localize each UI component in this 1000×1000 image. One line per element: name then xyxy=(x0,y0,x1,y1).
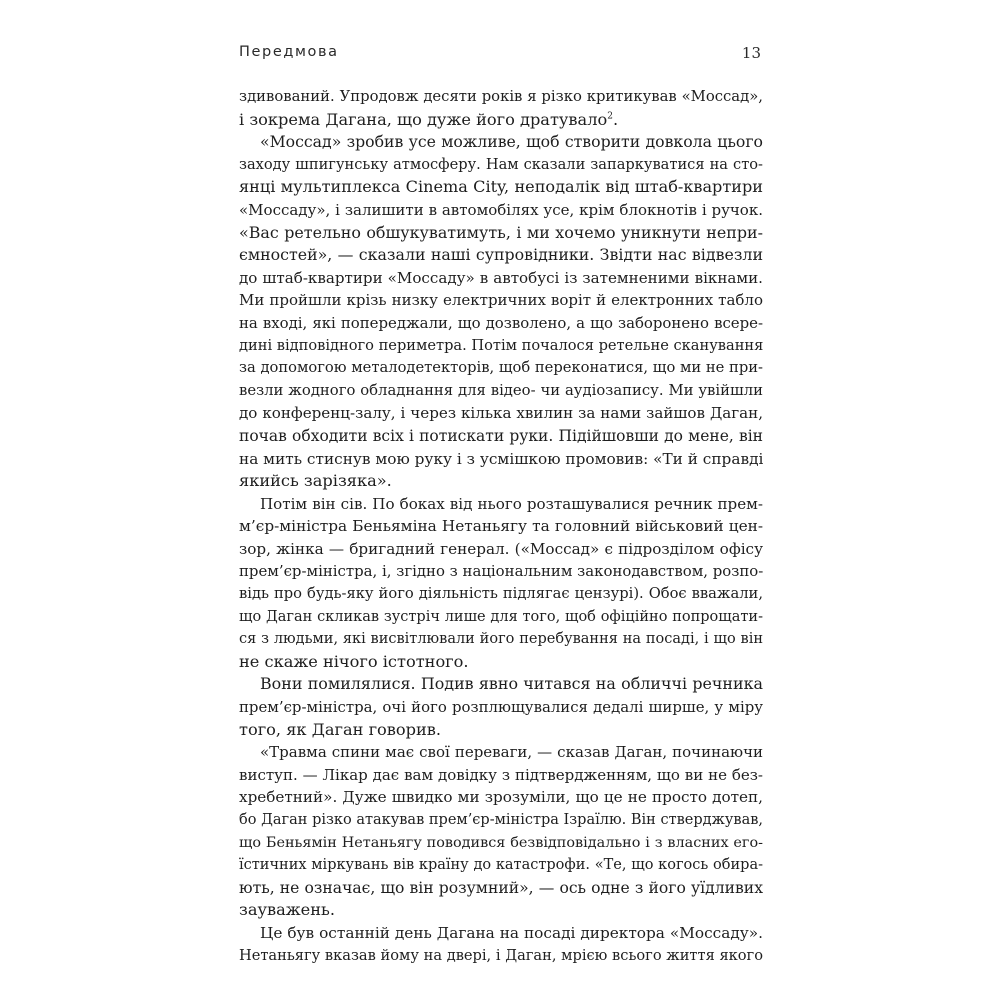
text-line xyxy=(239,154,763,177)
text-line xyxy=(239,222,763,245)
text-line-content: до штаб-квартири «Моссаду» в автобусі із затемненими вікнами. xyxy=(239,268,763,287)
text-line-content: на мить стиснув мою руку і з усмішкою промовив: «Ти й справді xyxy=(239,449,763,468)
text-line-content: не скаже нічого істотного. xyxy=(239,651,469,671)
text-line-content: «Моссад» зробив усе можливе, щоб створити довкола цього xyxy=(260,132,763,152)
text-line xyxy=(239,538,763,561)
text-line-content: на вході, які попереджали, що дозволено, а що заборонено всере- xyxy=(239,313,763,332)
text-line xyxy=(239,515,763,538)
text-line xyxy=(239,945,763,968)
text-line xyxy=(239,86,763,109)
text-line-content: їстичних міркувань вів країну до катастрофи. «Те, що когось обира- xyxy=(239,857,763,874)
text-line xyxy=(239,448,763,471)
text-line-content: Вони помилялися. Подив явно читався на обличчі речника xyxy=(260,674,763,694)
text-line xyxy=(239,899,763,922)
text-line xyxy=(239,651,763,674)
text-line-content: зауважень. xyxy=(239,900,335,920)
text-line xyxy=(239,289,763,312)
text-line xyxy=(239,832,763,855)
text-line-content: зор, жінка — бригадний генерал. («Моссад» є підрозділом офісу xyxy=(239,539,763,558)
text-line-content: що Даган скликав зустріч лише для того, щоб офіційно попрощати- xyxy=(239,608,763,625)
text-line xyxy=(239,560,763,583)
text-line-content: Потім він сів. По боках від нього розташувалися речник прем- xyxy=(260,494,763,513)
text-line-content: хребетний». Дуже швидко ми зрозуміли, що це не просто дотеп, xyxy=(239,788,763,807)
text-line-content: «Вас ретельно обшукуватимуть, і ми хочемо уникнути непри- xyxy=(239,222,763,242)
text-line xyxy=(239,628,763,651)
text-line xyxy=(239,312,763,335)
text-line xyxy=(239,244,763,267)
text-line xyxy=(239,425,763,448)
text-line-content: ємностей», — сказали наші супровідники. Звідти нас відвезли xyxy=(239,245,763,265)
text-line-content: заходу шпигунську атмосферу. Нам сказали запаркуватися на сто- xyxy=(239,155,763,173)
running-title: Передмова xyxy=(239,44,339,60)
text-line xyxy=(239,493,763,516)
text-line-tail: . xyxy=(612,109,619,129)
text-line-content: до конференц-залу, і через кілька хвилин за нами зайшов Даган, xyxy=(239,404,763,423)
text-line-content: за допомогою металодетекторів, щоб переконатися, що ми не при- xyxy=(239,359,763,377)
text-line xyxy=(239,109,763,132)
text-line-content: м’єр-міністра Беньяміна Нетаньягу та головний військовий цен- xyxy=(239,517,763,536)
text-line xyxy=(239,606,763,629)
text-line-content: почав обходити всіх і потискати руки. Підійшовши до мене, він xyxy=(239,426,763,445)
text-line-content: везли жодного обладнання для відео- чи аудіозапису. Ми увійшли xyxy=(239,381,763,399)
text-line xyxy=(239,470,763,493)
text-line xyxy=(239,583,763,606)
text-line xyxy=(239,922,763,945)
text-line xyxy=(239,786,763,809)
text-line-content: якийсь зарізяка». xyxy=(239,471,392,491)
text-line-content: відь про будь-яку його діяльність підлягає цензурі). Обоє вважали, xyxy=(239,585,763,603)
text-line xyxy=(239,764,763,787)
text-line xyxy=(239,131,763,154)
text-line-content: здивований. Упродовж десяти років я різко критикував «Моссад», xyxy=(239,88,763,105)
page-number: 13 xyxy=(741,44,761,62)
text-line xyxy=(239,357,763,380)
text-line-content: «Травма спини має свої переваги, — сказав Даган, починаючи xyxy=(260,743,763,762)
text-line-content: янці мультиплекса Cinema City, неподалік від штаб-квартири xyxy=(239,177,763,197)
text-line-content: що Беньямін Нетаньягу поводився безвідповідально і з власних его- xyxy=(239,834,763,851)
text-line xyxy=(239,176,763,199)
text-line-content: прем’єр-міністра, і, згідно з національним законодавством, розпо- xyxy=(239,562,763,581)
text-line-content: ся з людьми, які висвітлювали його перебування на посаді, і що він xyxy=(239,631,763,648)
body-text xyxy=(239,86,763,967)
text-line xyxy=(239,741,763,764)
text-line xyxy=(239,267,763,290)
text-line xyxy=(239,854,763,877)
text-line xyxy=(239,877,763,900)
text-line-content: Це був останній день Дагана на посаді директора «Моссаду». xyxy=(260,923,763,942)
footnote-marker: 2 xyxy=(607,111,613,122)
text-line xyxy=(239,696,763,719)
text-line xyxy=(239,809,763,832)
text-line-content: прем’єр-міністра, очі його розплющувалися дедалі ширше, у міру xyxy=(239,698,763,717)
text-line xyxy=(239,402,763,425)
text-line-content: Ми пройшли крізь низку електричних воріт й електронних табло xyxy=(239,291,763,310)
text-line-content: бо Даган різко атакував прем’єр-міністра Ізраїлю. Він стверджував, xyxy=(239,812,763,828)
text-line xyxy=(239,335,763,358)
text-line xyxy=(239,719,763,742)
text-line-content: того, як Даган говорив. xyxy=(239,719,442,739)
text-line-content: ють, не означає, що він розумний», — ось одне з його уїдливих xyxy=(239,878,763,897)
text-line-content: Нетаньягу вказав йому на двері, і Даган, мрією всього життя якого xyxy=(239,946,763,964)
text-line xyxy=(239,199,763,222)
text-line-content: дині відповідного периметра. Потім почалося ретельне сканування xyxy=(239,336,763,354)
text-line-content: і зокрема Дагана, що дуже його дратувало xyxy=(239,109,608,129)
text-line-content: виступ. — Лікар дає вам довідку з підтвердженням, що ви не без- xyxy=(239,765,763,784)
text-line-content: «Моссаду», і залишити в автомобілях усе, крім блокнотів і ручок. xyxy=(239,200,763,219)
text-line xyxy=(239,380,763,403)
text-line xyxy=(239,673,763,696)
